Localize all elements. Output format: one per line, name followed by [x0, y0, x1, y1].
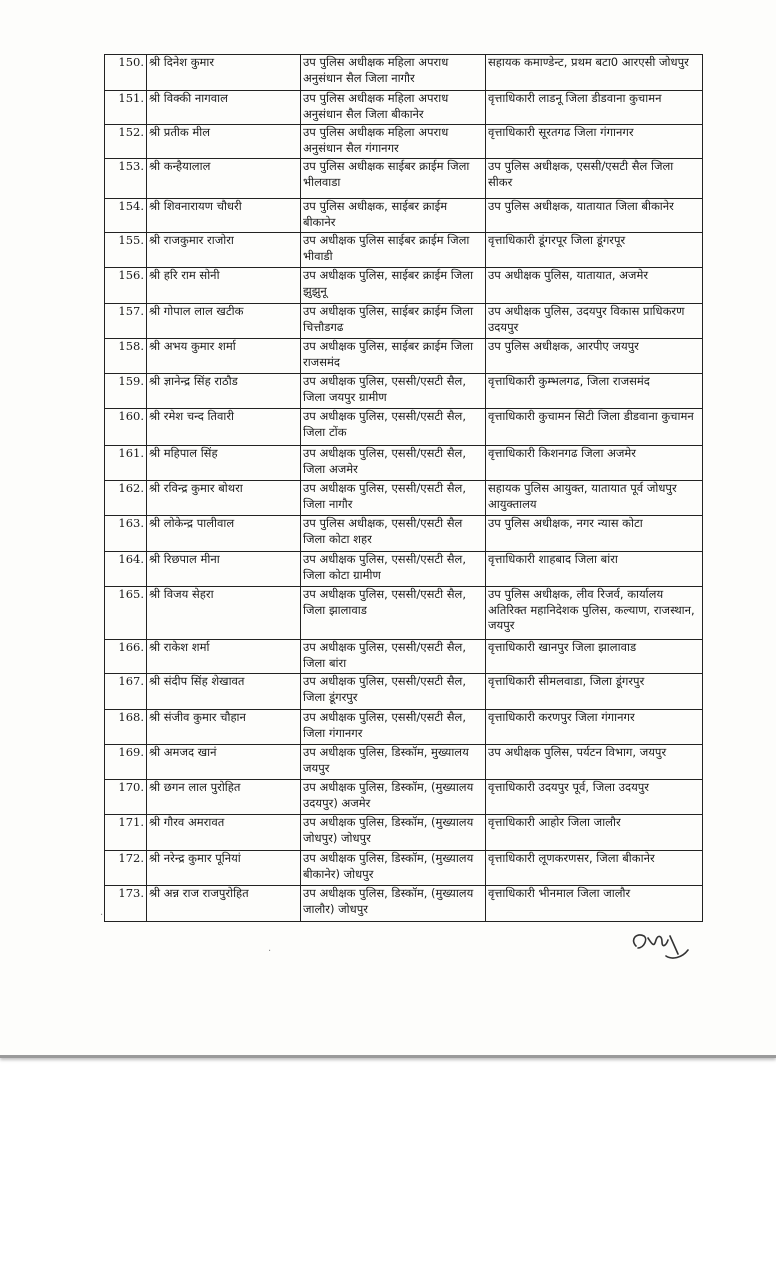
officer-name: श्री रविन्द्र कुमार बोथरा	[147, 481, 301, 516]
serial-number: 152.	[105, 125, 147, 159]
new-posting: वृत्ताधिकारी करणपुर जिला गंगानगर	[486, 710, 703, 745]
new-posting: उप पुलिस अधीक्षक, आरपीए जयपुर	[486, 339, 703, 374]
serial-number: 171.	[105, 815, 147, 851]
serial-number: 166.	[105, 640, 147, 674]
table-row	[105, 339, 703, 374]
current-posting: उप अधीक्षक पुलिस, डिस्कॉम, (मुख्यालय जोधपुर) जोधपुर	[301, 815, 486, 851]
current-posting: उप अधीक्षक पुलिस, डिस्कॉम, (मुख्यालय बीकानेर) जोधपुर	[301, 851, 486, 886]
current-posting: उप अधीक्षक पुलिस, एससी/एसटी सैल, जिला गंगानगर	[301, 710, 486, 745]
officer-name: श्री लोकेन्द्र पालीवाल	[147, 516, 301, 552]
officer-name: श्री गौरव अमरावत	[147, 815, 301, 851]
current-posting: उप पुलिस अधीक्षक, साईबर क्राईम बीकानेर	[301, 199, 486, 233]
current-posting: उप पुलिस अधीक्षक महिला अपराध अनुसंधान सैल जिला बीकानेर	[301, 91, 486, 125]
current-posting: उप अधीक्षक पुलिस, एससी/एसटी सैल, जिला बांरा	[301, 640, 486, 674]
serial-number: 161.	[105, 446, 147, 481]
current-posting: उप अधीक्षक पुलिस, डिस्कॉम, (मुख्यालय जालौर) जोधपुर	[301, 886, 486, 922]
current-posting: उप अधीक्षक पुलिस, एससी/एसटी सैल, जिला अजमेर	[301, 446, 486, 481]
serial-number: 154.	[105, 199, 147, 233]
serial-number: 165.	[105, 587, 147, 640]
current-posting: उप अधीक्षक पुलिस, साईबर क्राईम जिला झुझुनू	[301, 268, 486, 304]
new-posting: उप पुलिस अधीक्षक, यातायात जिला बीकानेर	[486, 199, 703, 233]
new-posting: वृत्ताधिकारी आहोर जिला जालौर	[486, 815, 703, 851]
serial-number: 155.	[105, 233, 147, 268]
new-posting: उप अधीक्षक पुलिस, यातायात, अजमेर	[486, 268, 703, 304]
new-posting: वृत्ताधिकारी खानपुर जिला झालावाड	[486, 640, 703, 674]
officer-name: श्री अन्न राज राजपुरोहित	[147, 886, 301, 922]
table-row	[105, 91, 703, 125]
scan-speck: ·	[100, 910, 104, 921]
current-posting: उप पुलिस अधीक्षक साईबर क्राईम जिला भीलवाडा	[301, 159, 486, 199]
officer-name: श्री राजकुमार राजोरा	[147, 233, 301, 268]
current-posting: उप अधीक्षक पुलिस, एससी/एसटी सैल, जिला डूंगरपुर	[301, 674, 486, 710]
serial-number: 163.	[105, 516, 147, 552]
new-posting: उप अधीक्षक पुलिस, पर्यटन विभाग, जयपुर	[486, 745, 703, 780]
table-row	[105, 552, 703, 587]
serial-number: 160.	[105, 409, 147, 446]
table-row	[105, 710, 703, 745]
table-row	[105, 886, 703, 922]
serial-number: 170.	[105, 780, 147, 815]
new-posting: वृत्ताधिकारी सूरतगढ जिला गंगानगर	[486, 125, 703, 159]
current-posting: उप अधीक्षक पुलिस, डिस्कॉम, (मुख्यालय उदयपुर) अजमेर	[301, 780, 486, 815]
handwritten-signature	[626, 924, 696, 964]
officer-name: श्री नरेन्द्र कुमार पूनियां	[147, 851, 301, 886]
officer-name: श्री संजीव कुमार चौहान	[147, 710, 301, 745]
new-posting: वृत्ताधिकारी किशनगढ जिला अजमेर	[486, 446, 703, 481]
table-row	[105, 481, 703, 516]
table-row	[105, 374, 703, 409]
current-posting: उप पुलिस अधीक्षक महिला अपराध अनुसंधान सैल गंगानगर	[301, 125, 486, 159]
new-posting: वृत्ताधिकारी कुचामन सिटी जिला डीडवाना कुचामन	[486, 409, 703, 446]
table-row	[105, 409, 703, 446]
new-posting: वृत्ताधिकारी डूंगरपूर जिला डूंगरपूर	[486, 233, 703, 268]
current-posting: उप अधीक्षक पुलिस, साईबर क्राईम जिला राजसमंद	[301, 339, 486, 374]
current-posting: उप अधीक्षक पुलिस, डिस्कॉम, मुख्यालय जयपुर	[301, 745, 486, 780]
officer-name: श्री छगन लाल पुरोहित	[147, 780, 301, 815]
new-posting: वृत्ताधिकारी भीनमाल जिला जालौर	[486, 886, 703, 922]
officer-name: श्री अमजद खानं	[147, 745, 301, 780]
serial-number: 169.	[105, 745, 147, 780]
current-posting: उप पुलिस अधीक्षक, एससी/एसटी सैल जिला कोटा शहर	[301, 516, 486, 552]
new-posting: वृत्ताधिकारी कुम्भलगढ, जिला राजसमंद	[486, 374, 703, 409]
table-row	[105, 674, 703, 710]
officer-name: श्री विजय सेहरा	[147, 587, 301, 640]
officer-name: श्री रमेश चन्द तिवारी	[147, 409, 301, 446]
transfer-list-body	[105, 55, 703, 922]
table-row	[105, 745, 703, 780]
new-posting: उप पुलिस अधीक्षक, एससी/एसटी सैल जिला सीकर	[486, 159, 703, 199]
new-posting: सहायक पुलिस आयुक्त, यातायात पूर्व जोधपुर आयुक्तालय	[486, 481, 703, 516]
officer-name: श्री प्रतीक मील	[147, 125, 301, 159]
table-row	[105, 159, 703, 199]
new-posting: उप अधीक्षक पुलिस, उदयपुर विकास प्राधिकरण उदयपुर	[486, 304, 703, 339]
serial-number: 167.	[105, 674, 147, 710]
officer-name: श्री विक्की नागवाल	[147, 91, 301, 125]
table-row	[105, 55, 703, 91]
table-row	[105, 446, 703, 481]
officer-name: श्री दिनेश कुमार	[147, 55, 301, 91]
officer-name: श्री संदीप सिंह शेखावत	[147, 674, 301, 710]
current-posting: उप अधीक्षक पुलिस, एससी/एसटी सैल, जिला झालावाड	[301, 587, 486, 640]
current-posting: उप अधीक्षक पुलिस, एससी/एसटी सैल, जिला कोटा ग्रामीण	[301, 552, 486, 587]
officer-name: श्री कन्हैयालाल	[147, 159, 301, 199]
table-row	[105, 268, 703, 304]
table-row	[105, 233, 703, 268]
serial-number: 156.	[105, 268, 147, 304]
table-row	[105, 815, 703, 851]
new-posting: सहायक कमाण्डेन्ट, प्रथम बटा0 आरएसी जोधपुर	[486, 55, 703, 91]
table-row	[105, 587, 703, 640]
table-row	[105, 125, 703, 159]
officer-name: श्री महिपाल सिंह	[147, 446, 301, 481]
serial-number: 173.	[105, 886, 147, 922]
transfer-list-table	[104, 54, 703, 922]
serial-number: 159.	[105, 374, 147, 409]
current-posting: उप अधीक्षक पुलिस साईबर क्राईम जिला भीवाडी	[301, 233, 486, 268]
serial-number: 151.	[105, 91, 147, 125]
officer-name: श्री शिवनारायण चौधरी	[147, 199, 301, 233]
serial-number: 172.	[105, 851, 147, 886]
officer-name: श्री अभय कुमार शर्मा	[147, 339, 301, 374]
new-posting: वृत्ताधिकारी शाहबाद जिला बांरा	[486, 552, 703, 587]
new-posting: उप पुलिस अधीक्षक, नगर न्यास कोटा	[486, 516, 703, 552]
serial-number: 164.	[105, 552, 147, 587]
new-posting: वृत्ताधिकारी लाडनू जिला डीडवाना कुचामन	[486, 91, 703, 125]
current-posting: उप अधीक्षक पुलिस, एससी/एसटी सैल, जिला नागौर	[301, 481, 486, 516]
new-posting: उप पुलिस अधीक्षक, लीव रिजर्व, कार्यालय अतिरिक्त महानिदेशक पुलिस, कल्याण, राजस्थान, जयपुर	[486, 587, 703, 640]
serial-number: 168.	[105, 710, 147, 745]
serial-number: 162.	[105, 481, 147, 516]
table-row	[105, 851, 703, 886]
officer-name: श्री हरि राम सोनी	[147, 268, 301, 304]
new-posting: वृत्ताधिकारी सीमलवाडा, जिला डूंगरपुर	[486, 674, 703, 710]
serial-number: 158.	[105, 339, 147, 374]
serial-number: 153.	[105, 159, 147, 199]
scan-speck: ·	[268, 946, 272, 957]
serial-number: 157.	[105, 304, 147, 339]
new-posting: वृत्ताधिकारी उदयपुर पूर्व, जिला उदयपुर	[486, 780, 703, 815]
table-row	[105, 516, 703, 552]
officer-name: श्री रिछपाल मीना	[147, 552, 301, 587]
new-posting: वृत्ताधिकारी लूणकरणसर, जिला बीकानेर	[486, 851, 703, 886]
current-posting: उप अधीक्षक पुलिस, एससी/एसटी सैल, जिला टोंक	[301, 409, 486, 446]
officer-name: श्री गोपाल लाल खटीक	[147, 304, 301, 339]
officer-name: श्री ज्ञानेन्द्र सिंह राठौड	[147, 374, 301, 409]
officer-name: श्री राकेश शर्मा	[147, 640, 301, 674]
table-row	[105, 199, 703, 233]
serial-number: 150.	[105, 55, 147, 91]
table-row	[105, 304, 703, 339]
current-posting: उप अधीक्षक पुलिस, एससी/एसटी सैल, जिला जयपुर ग्रामीण	[301, 374, 486, 409]
table-row	[105, 780, 703, 815]
table-row	[105, 640, 703, 674]
current-posting: उप पुलिस अधीक्षक महिला अपराध अनुसंधान सैल जिला नागौर	[301, 55, 486, 91]
current-posting: उप अधीक्षक पुलिस, साईबर क्राईम जिला चित्तौडगढ	[301, 304, 486, 339]
